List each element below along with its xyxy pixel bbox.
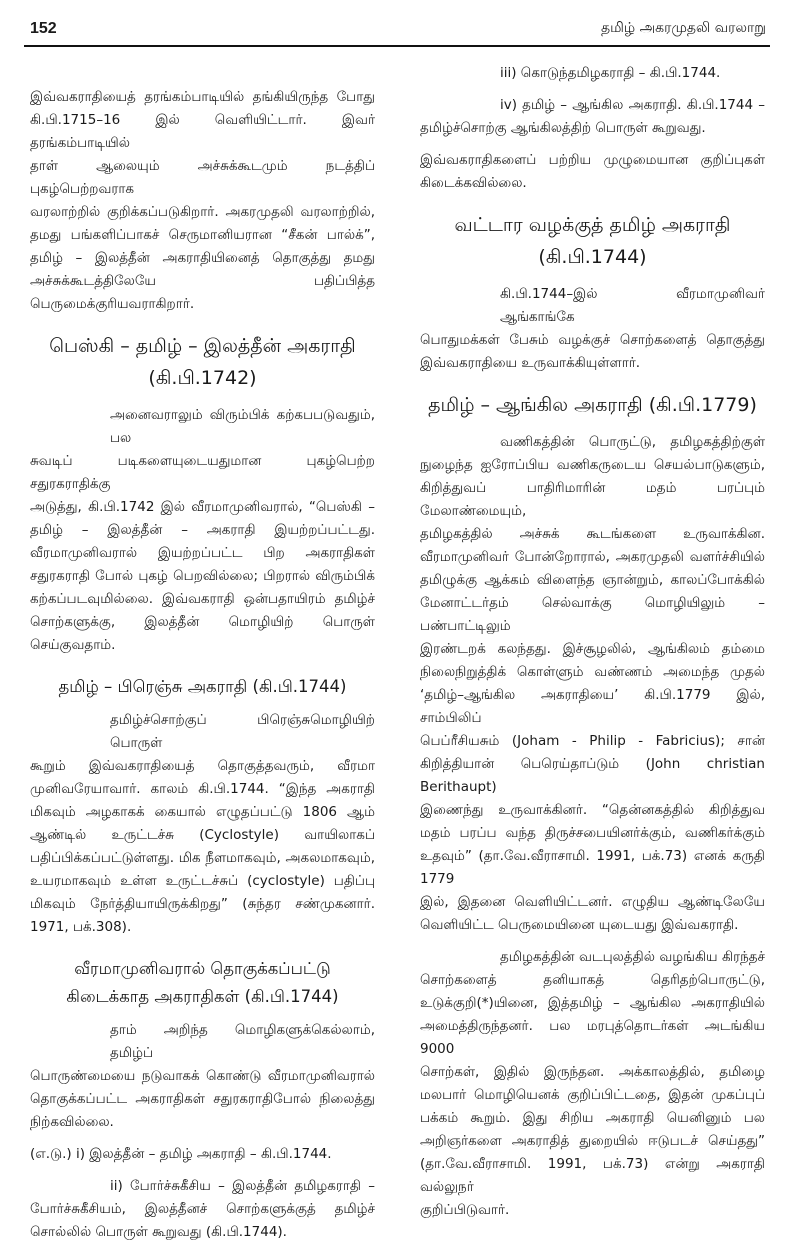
text-line: வீரமாமுனிவரால் இயற்றப்பட்ட பிற அகராதிகள் [30,545,375,561]
text-line: கிறித்துவப் பாதிரிமாரின் மதம் பரப்பும் மேலாண்மையும், [420,480,765,519]
text-line: முனிவரேயாவார். காலம் கி.பி.1744. “இந்த அகராதி [30,781,375,797]
text-line: அறிஞர்களை அகராதித் துறையில் ஈடுபடச் செய்தது” [420,1133,765,1149]
text-line: தமிழ் – இலத்தீன் அகராதியினைத் தொகுத்து தமது [30,250,375,266]
text-line: இவ்வகராதிகளைப் பற்றிய முழுமையான குறிப்புகள் [420,152,765,168]
text-line: தமிழ்ச்சொற்குப் பிரெஞ்சுமொழியிற் பொருள் [110,712,375,751]
paragraph [30,1143,375,1166]
heading-line: (கி.பி.1742) [148,367,257,389]
text-line: தமது பங்களிப்பாகச் செருமானியரான “சீகன் பால்க்”, [30,227,375,243]
section-heading [420,389,765,421]
text-line: சொற்கள், இதில் இருந்தன. அக்காலத்தில், தமிழை [420,1064,765,1080]
heading-line: கிடைக்காத அகராதிகள் (கி.பி.1744) [66,987,339,1006]
paragraph [420,94,765,140]
heading-line: தமிழ் – ஆங்கில அகராதி (கி.பி.1779) [428,394,757,416]
text-line: வெளியிட்ட பெருமையினை யுடையது இவ்வகராதி. [420,917,739,933]
paragraph [420,283,765,375]
text-line: தமிழகத்தில் அச்சுக் கூடங்களை உருவாக்கின. [420,526,765,542]
text-line: கிறித்தியான் பெரெய்தாப்டும் (John christian Berithaupt) [420,756,765,795]
text-line: சொற்களைத் தனியாகத் தெரிதற்பொருட்டு, [420,972,765,988]
paragraph [420,431,765,937]
text-line: iii) கொடுந்தமிழகராதி – கி.பி.1744. [500,65,721,81]
text-line: iv) தமிழ் – ஆங்கில அகராதி. கி.பி.1744 – [500,97,765,113]
text-line: வீரமாமுனிவர் போன்றோரால், அகரமுதலி வளர்ச்சியில் [420,549,765,565]
text-line: நுழைந்த ஐரோப்பிய வணிகருடைய செயல்பாடுகளும், [420,457,765,473]
text-line: இவ்வகராதியைத் தரங்கம்பாடியில் தங்கியிருந்த போது [30,89,375,105]
text-line: 1971, பக்.308). [30,919,132,935]
header-rule [24,45,770,47]
text-line: சதுரகராதி போல் புகழ் பெறவில்லை; பிறரால் விரும்பிக் [30,568,375,584]
running-title: தமிழ் அகரமுதலி வரலாறு [600,20,766,36]
text-line: குறிப்பிடுவார். [420,1202,510,1218]
heading-line: வட்டார வழக்குத் தமிழ் அகராதி [454,214,731,236]
text-line: நிற்கவில்லை. [30,1114,114,1130]
text-line: அமைத்திருந்தனர். பல மரபுத்தொடர்கள் அடங்கிய 9000 [420,1018,765,1057]
text-line: தாம் அறிந்த மொழிகளுக்கெல்லாம், தமிழ்ப் [110,1022,375,1061]
text-line: மேனாட்டர்தம் செல்வாக்கு மொழியிலும் – பண்பாட்டிலும் [420,595,765,634]
text-line: அடுத்து, கி.பி.1742 இல் வீரமாமுனிவரால், “பெஸ்கி – [30,499,375,515]
left-column [30,86,375,1253]
text-line: மதம் பரப்ப வந்த திருச்சபையினர்க்கும், வணிகர்க்கும் [420,825,765,841]
section-heading [30,330,375,394]
text-line: ‘தமிழ்–ஆங்கில அகராதியை’ கி.பி.1779 இல், சாம்பிலிப் [420,687,765,726]
text-line: தமிழுக்கு ஆக்கம் விளைந்த ஞான்றும், காலப்போக்கில் [420,572,765,588]
right-column [420,62,765,1231]
section-heading [30,955,375,1011]
text-line: தமிழ்ச்சொற்கு ஆங்கிலத்திற் பொருள் கூறுவது. [420,120,706,136]
section-heading [420,209,765,273]
text-line: போர்ச்சுகீசியம், இலத்தீனச் சொற்களுக்குத் தமிழ்ச் [30,1201,375,1217]
text-line: பக்கம் கூறும். இது சிறிய அகராதி யெனினும் பல [420,1110,765,1126]
text-line: கூறும் இவ்வகராதியைத் தொகுத்தவரும், வீரமா [30,758,375,774]
heading-line: (கி.பி.1744) [538,246,647,268]
page-number: 152 [30,20,57,37]
text-line: இரண்டறக் கலந்தது. இச்சூழலில், ஆங்கிலம் தம்மை [420,641,765,657]
text-line: பெப்ரீசியசும் (Joham - Philip - Fabricius); சான் [420,733,765,749]
text-line: வணிகத்தின் பொருட்டு, தமிழகத்திற்குள் [500,434,765,450]
text-line: உயரமாகவும் உள்ள உருட்டச்சுப் (cyclostyle) பதிப்பு [30,873,375,889]
paragraph [30,1175,375,1244]
text-line: கி.பி.1715–16 இல் வெளியிட்டார். இவர் தரங்கம்பாடியில் [30,112,375,151]
text-line: கி.பி.1744–இல் வீரமாமுனிவர் ஆங்காங்கே [500,286,765,325]
text-line: மிகவும் நேர்த்தியாயிருக்கிறது” (சுந்தர சண்முகனார். [30,896,375,912]
text-line: தொகுக்கப்பட்ட அகராதிகள் சதுரகராதிபோல் நிலைத்து [30,1091,375,1107]
heading-line: வீரமாமுனிவரால் தொகுக்கப்பட்டு [74,959,331,978]
text-line: கிடைக்கவில்லை. [420,175,527,191]
text-line: பொருண்மையை நடுவாகக் கொண்டு வீரமாமுனிவரால் [30,1068,375,1084]
section-heading [30,673,375,701]
paragraph [30,1019,375,1134]
text-line: நிலைநிறுத்திக் கொள்ளும் வண்ணம் அமைந்த முதல் [420,664,765,680]
text-line: இவ்வகராதியை உருவாக்கியுள்ளார். [420,355,641,371]
heading-line: பெஸ்கி – தமிழ் – இலத்தீன் அகராதி [49,335,356,357]
paragraph [420,62,765,85]
text-line: உதவும்” (தா.வே.வீராசாமி. 1991, பக்.73) எனக் கருதி 1779 [420,848,765,887]
text-line: உடுக்குறி(*)யினை, இத்தமிழ் – ஆங்கில அகராதியில் [420,995,765,1011]
text-line: கற்கப்படவுமில்லை. இவ்வகராதி ஒன்பதாயிரம் தமிழ்ச் [30,591,375,607]
text-line: அனைவராலும் விரும்பிக் கற்கபபடுவதும், பல [110,407,375,446]
paragraph [30,86,375,316]
text-line: அச்சுக்கூடத்திலேயே பதிப்பித்த பெருமைக்குரியவராகிறார். [30,273,375,312]
paragraph [420,946,765,1222]
text-line: மிகவும் அழகாகக் கையால் எழுதப்பட்டு 1806 ஆம் [30,804,375,820]
text-line: தமிழ் – இலத்தீன் – அகராதி இயற்றப்பட்டது. [30,522,375,538]
paragraph [30,404,375,657]
text-line: இல், இதனை வெளியிட்டனர். எழுதிய ஆண்டிலேயே [420,894,765,910]
text-line: வரலாற்றில் குறிக்கப்படுகிறார். அகரமுதலி வரலாற்றில், [30,204,375,220]
text-line: சுவடிப் படிகளையுடையதுமான புகழ்பெற்ற சதுரகராதிக்கு [30,453,375,492]
text-line: மலபார் மொழியெனக் குறிப்பிட்டதை, இதன் முகப்புப் [420,1087,765,1103]
text-line: ஆண்டில் உருட்டச்சு (Cyclostyle) வாயிலாகப் [30,827,375,843]
heading-line: தமிழ் – பிரெஞ்சு அகராதி (கி.பி.1744) [58,677,347,696]
text-line: (எ.டு.) i) இலத்தீன் – தமிழ் அகராதி – கி.பி.1744. [30,1146,332,1162]
text-line: சொல்லில் பொருள் கூறுவது (கி.பி.1744). [30,1224,287,1240]
text-line: (தா.வே.வீராசாமி. 1991, பக்.73) என்று அகராதி வல்லுநர் [420,1156,765,1195]
paragraph [420,149,765,195]
text-line: பொதுமக்கள் பேசும் வழக்குச் சொற்களைத் தொகுத்து [420,332,765,348]
paragraph [30,709,375,939]
text-line: ii) போர்ச்சுகீசிய – இலத்தீன் தமிழகராதி – [110,1178,375,1194]
text-line: தாள் ஆலையும் அச்சுக்கூடமும் நடத்திப் புகழ்பெற்றவராக [30,158,375,197]
text-line: சொற்களுக்கு, இலத்தீன் மொழியிற் பொருள் செய்குவதாம். [30,614,375,653]
text-line: பதிப்பிக்கப்பட்டுள்ளது. மிக நீளமாகவும், அகலமாகவும், [30,850,375,866]
text-line: தமிழகத்தின் வடபுலத்தில் வழங்கிய கிரந்தச் [500,949,765,965]
text-line: இணைந்து உருவாக்கினர். “தென்னகத்தில் கிறித்துவ [420,802,765,818]
